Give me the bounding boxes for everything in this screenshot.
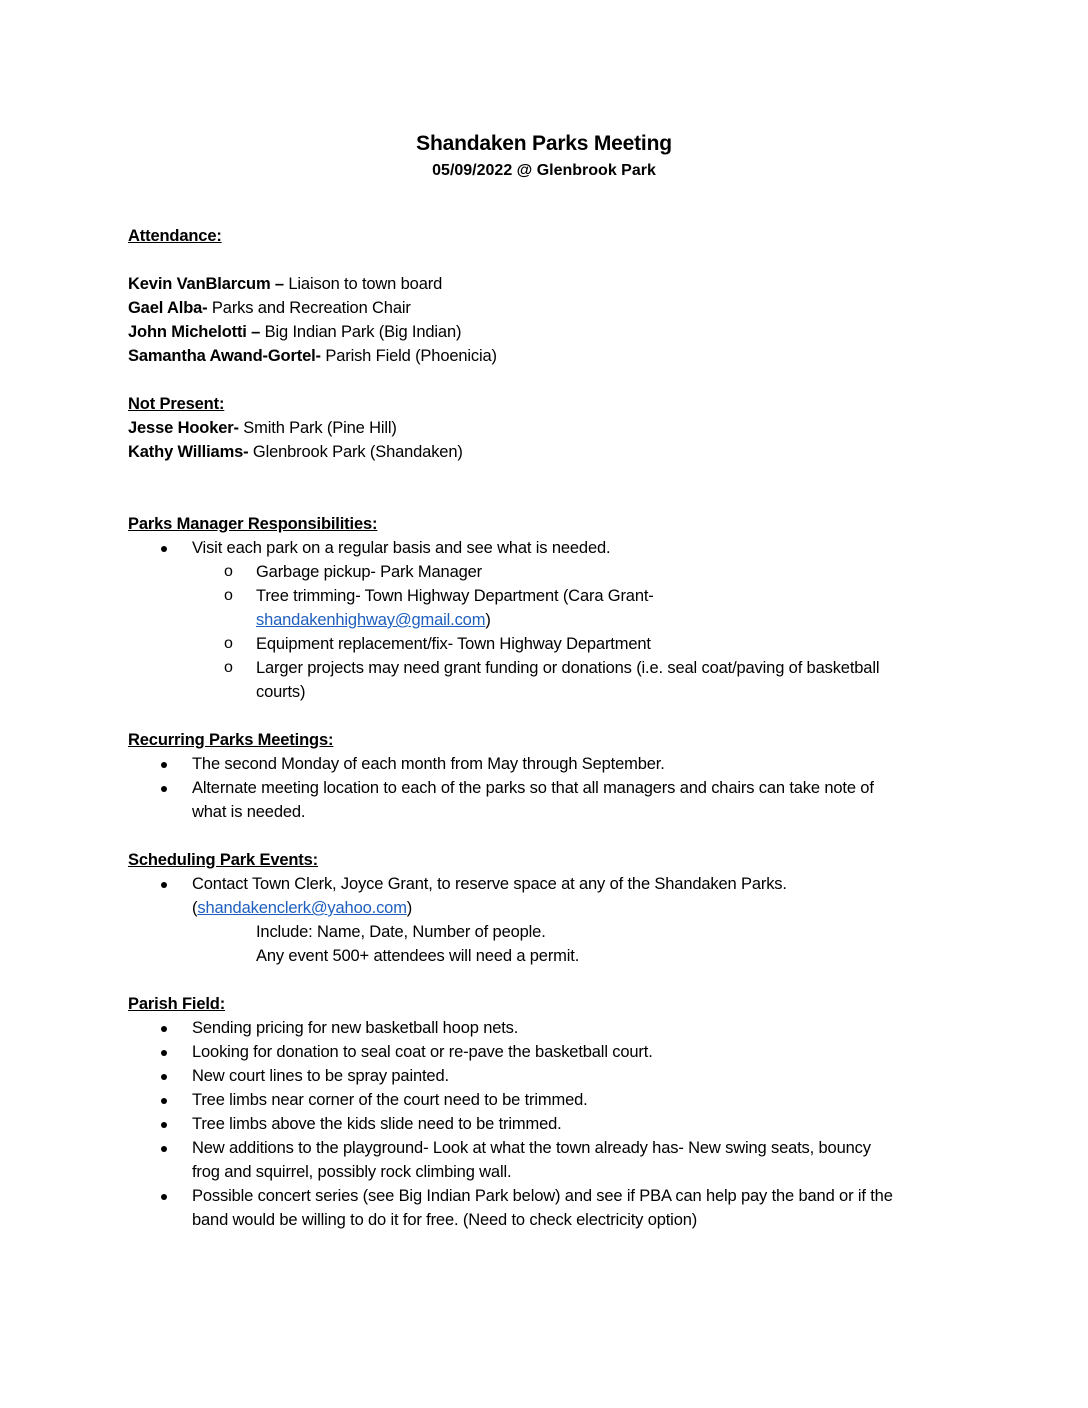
bullet-icon (161, 1026, 167, 1032)
attendee: Kevin VanBlarcum – Liaison to town board (128, 275, 443, 293)
list-item: New additions to the playground- Look at what the town already has- New swing seats, bouncy frog and squirrel, possibly rock climbing wall. (128, 1136, 968, 1184)
attendee: John Michelotti – Big Indian Park (Big Indian) (128, 323, 462, 341)
page-title: Shandaken Parks Meeting (416, 132, 672, 155)
list-item: Tree limbs above the kids slide need to be trimmed. (128, 1112, 968, 1136)
recurring-heading: Recurring Parks Meetings: (128, 731, 334, 749)
highway-email-link[interactable]: shandakenhighway@gmail.com (256, 611, 486, 629)
circle-bullet-icon: o (224, 659, 233, 676)
list-item: Sending pricing for new basketball hoop nets. (128, 1016, 968, 1040)
manager-list (128, 536, 968, 560)
sub-list-item: o Equipment replacement/fix- Town Highway Department (192, 632, 968, 656)
list-item: Alternate meeting location to each of the parks so that all managers and chairs can take note of what is needed. (128, 776, 968, 824)
bullet-icon (161, 762, 167, 768)
bullet-icon (161, 1074, 167, 1080)
scheduling-note: Include: Name, Date, Number of people. (256, 923, 546, 941)
scheduling-heading: Scheduling Park Events: (128, 851, 319, 869)
list-item: Looking for donation to seal coat or re-pave the basketball court. (128, 1040, 968, 1064)
attendee: Gael Alba- Parks and Recreation Chair (128, 299, 411, 317)
parish-list (128, 1016, 968, 1232)
bullet-icon (161, 1050, 167, 1056)
not-present-heading: Not Present: (128, 395, 225, 413)
absentee: Kathy Williams- Glenbrook Park (Shandaken) (128, 443, 463, 461)
page-subtitle: 05/09/2022 @ Glenbrook Park (432, 162, 656, 179)
list-item: The second Monday of each month from May through September. (128, 752, 968, 776)
circle-bullet-icon: o (224, 587, 233, 604)
list-item: Visit each park on a regular basis and see what is needed. (128, 536, 968, 560)
list-item: New court lines to be spray painted. (128, 1064, 968, 1088)
bullet-icon (161, 786, 167, 792)
bullet-icon (161, 1194, 167, 1200)
attendee: Samantha Awand-Gortel- Parish Field (Phoenicia) (128, 347, 497, 365)
scheduling-note: Any event 500+ attendees will need a permit. (256, 947, 580, 965)
bullet-icon (161, 1098, 167, 1104)
circle-bullet-icon: o (224, 563, 233, 580)
sub-list-item: o Garbage pickup- Park Manager (192, 560, 968, 584)
parish-heading: Parish Field: (128, 995, 226, 1013)
absentee: Jesse Hooker- Smith Park (Pine Hill) (128, 419, 397, 437)
circle-bullet-icon: o (224, 635, 233, 652)
list-item: Possible concert series (see Big Indian Park below) and see if PBA can help pay the band or if the band would be willing to do it for free. (Need to check electricity option) (128, 1184, 968, 1232)
sub-list-item: o Tree trimming- Town Highway Department (Cara Grant- shandakenhighway@gmail.com) (192, 584, 968, 632)
list-item: Contact Town Clerk, Joyce Grant, to reserve space at any of the Shandaken Parks. (shandakenclerk@yahoo.com) (128, 872, 968, 920)
recurring-list (128, 752, 968, 824)
clerk-email-link[interactable]: shandakenclerk@yahoo.com (197, 899, 407, 917)
document-body (128, 224, 968, 1232)
bullet-icon (161, 546, 167, 552)
bullet-icon (161, 1122, 167, 1128)
list-item: Tree limbs near corner of the court need to be trimmed. (128, 1088, 968, 1112)
attendance-heading: Attendance: (128, 227, 222, 245)
manager-sublist (128, 560, 968, 704)
sub-list-item: o Larger projects may need grant funding or donations (i.e. seal coat/paving of basketball courts) (192, 656, 968, 704)
manager-heading: Parks Manager Responsibilities: (128, 515, 378, 533)
bullet-icon (161, 882, 167, 888)
bullet-icon (161, 1146, 167, 1152)
scheduling-list (128, 872, 968, 920)
